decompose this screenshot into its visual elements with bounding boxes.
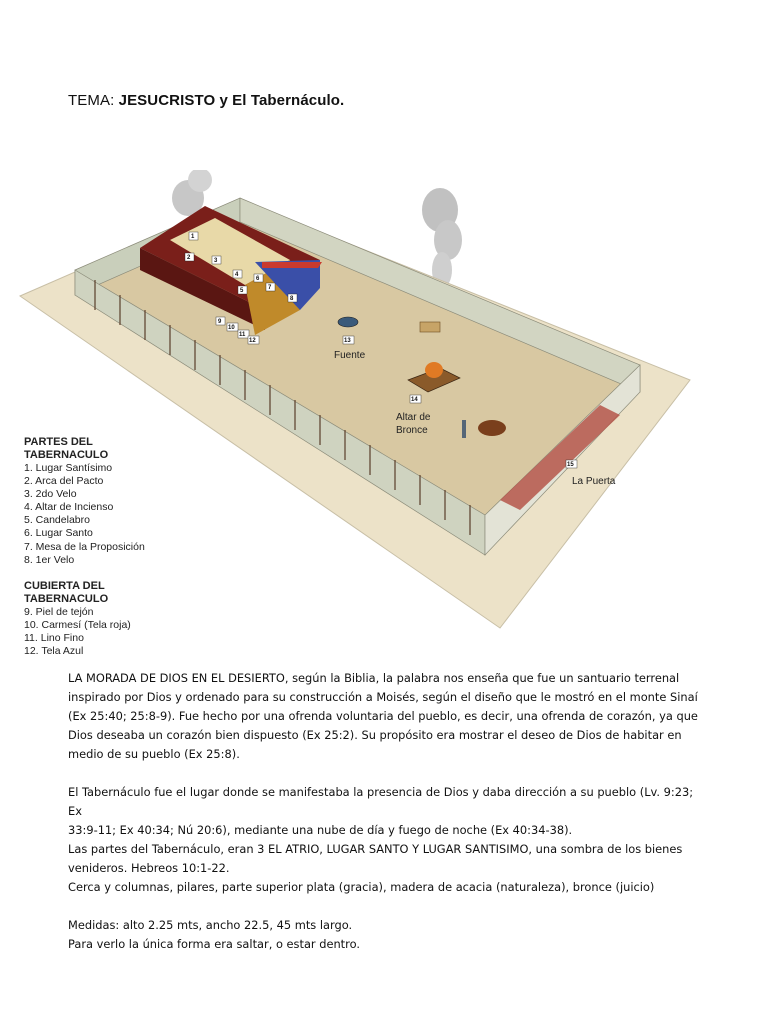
legend-item: 1. Lugar Santísimo <box>24 462 113 474</box>
title-main: JESUCRISTO y El Tabernáculo. <box>118 92 345 109</box>
label-puerta: La Puerta <box>572 476 616 487</box>
marker-15: 15 <box>567 462 574 468</box>
body-line: Medidas: alto 2.25 mts, ancho 22.5, 45 mts largo. <box>68 918 353 932</box>
legend-item: 4. Altar de Incienso <box>24 501 114 514</box>
legend-item: 8. 1er Velo <box>24 553 75 566</box>
label-altar-1: Altar de <box>396 412 431 423</box>
label-altar-2: Bronce <box>396 425 428 436</box>
marker-11: 11 <box>239 332 246 338</box>
body-line: El Tabernáculo fue el lugar donde se manifestaba la presencia de Dios y daba dirección a su pueblo (Lv. 9:23; Ex <box>68 785 694 818</box>
legend-item: 6. Lugar Santo <box>24 527 93 540</box>
legend-item: 12. Tela Azul <box>24 645 84 658</box>
marker-5: 5 <box>240 288 244 294</box>
marker-8: 8 <box>290 296 294 302</box>
marker-1: 1 <box>191 234 195 240</box>
title-prefix: TEMA: <box>68 92 115 109</box>
marker-12: 12 <box>249 338 256 344</box>
marker-3: 3 <box>214 258 218 264</box>
body-line: (Ex 25:40; 25:8-9). Fue hecho por una ofrenda voluntaria del pueblo, es decir, una ofrenda de corazón, ya que <box>68 709 698 723</box>
body-line: Dios deseaba un corazón bien dispuesto (Ex 25:2). Su propósito era mostrar el deseo de Dios de habitar en <box>68 728 682 742</box>
legend-item: 3. 2do Velo <box>24 488 77 501</box>
body-line: Las partes del Tabernáculo, eran 3 EL ATRIO, LUGAR SANTO Y LUGAR SANTISIMO, una sombra de los bienes <box>68 842 683 856</box>
legend-cubierta-heading-2: TABERNACULO <box>24 593 109 605</box>
page-title <box>68 92 344 109</box>
body-line: Cerca y columnas, pilares, parte superior plata (gracia), madera de acacia (naturaleza), bronce (juicio) <box>68 880 655 894</box>
marker-2: 2 <box>187 255 191 261</box>
legend-item: 10. Carmesí (Tela roja) <box>24 619 131 632</box>
label-fuente: Fuente <box>334 350 366 361</box>
body-line: medio de su pueblo (Ex 25:8). <box>68 747 240 761</box>
marker-13: 13 <box>344 338 351 344</box>
legend-cubierta <box>24 580 131 658</box>
priest <box>462 420 466 438</box>
marker-14: 14 <box>411 397 418 403</box>
body-line: 33:9-11; Ex 40:34; Nú 20:6), mediante una nube de día y fuego de noche (Ex 40:34-38). <box>68 823 573 837</box>
legend-item: 11. Lino Fino <box>24 632 84 645</box>
body-line: Para verlo la única forma era saltar, o estar dentro. <box>68 937 360 951</box>
marker-10: 10 <box>228 325 235 331</box>
legend-item: 2. Arca del Pacto <box>24 475 104 488</box>
marker-7: 7 <box>268 285 272 291</box>
legend-item: 9. Piel de tejón <box>24 606 94 618</box>
marker-9: 9 <box>218 319 222 325</box>
laver <box>338 317 358 327</box>
legend-cubierta-heading-1: CUBIERTA DEL <box>24 580 105 592</box>
body-text <box>68 669 708 954</box>
legend-partes <box>24 436 145 567</box>
legend-partes-heading-2: TABERNACULO <box>24 449 109 461</box>
marker-6: 6 <box>256 276 260 282</box>
body-line: venideros. Hebreos 10:1-22. <box>68 861 230 875</box>
legend-partes-heading-1: PARTES DEL <box>24 436 93 448</box>
body-line: inspirado por Dios y ordenado para su construcción a Moisés, según el diseño que le mostró en el monte Sinaí <box>68 690 698 704</box>
legend-item: 5. Candelabro <box>24 514 90 527</box>
altar-fire <box>425 362 443 378</box>
small-box <box>420 322 440 332</box>
body-line: LA MORADA DE DIOS EN EL DESIERTO, según la Biblia, la palabra nos enseña que fue un santuario terrenal <box>68 671 680 685</box>
ox <box>478 420 506 436</box>
marker-4: 4 <box>235 272 239 278</box>
legend-item: 7. Mesa de la Proposición <box>24 540 145 553</box>
